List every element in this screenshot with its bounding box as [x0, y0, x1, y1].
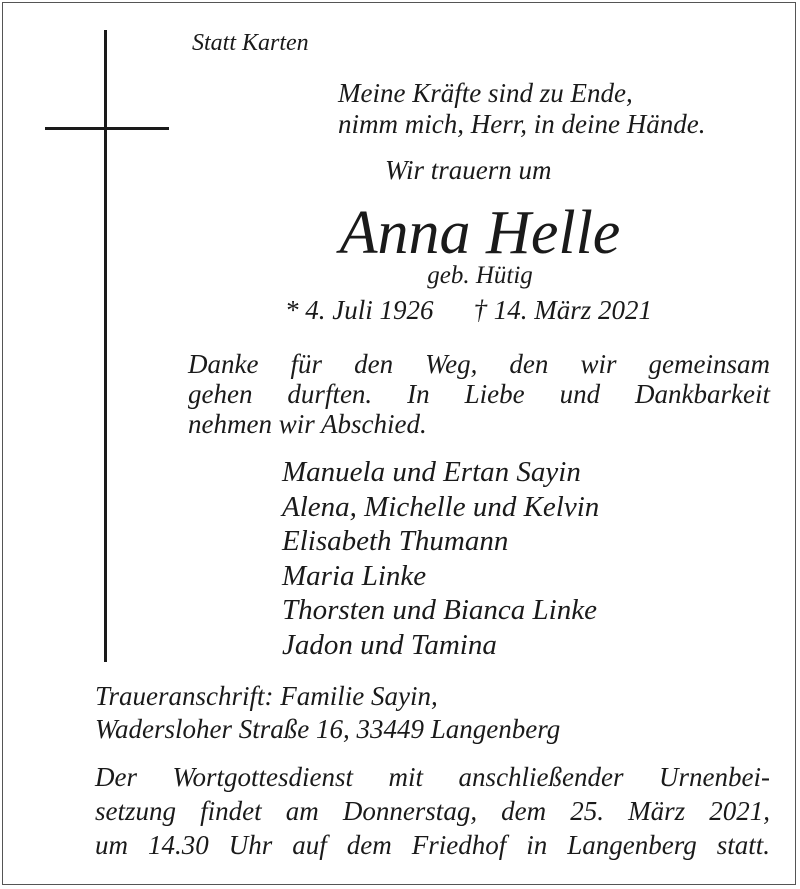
service-line-1: Der Wortgottesdienst mit anschließender Urnenbei-: [95, 762, 770, 792]
thanks-text: [188, 349, 770, 439]
thanks-line-2: gehen durften. In Liebe und Dankbarkeit: [188, 379, 770, 409]
death-date: † 14. März 2021: [473, 295, 653, 325]
mourner-item: Thorsten und Bianca Linke: [282, 594, 597, 626]
service-info: [95, 760, 770, 862]
verse-line-2: nimm mich, Herr, in deine Hände.: [338, 109, 706, 139]
birth-name: geb. Hütig: [427, 262, 533, 289]
mourner-item: Jadon und Tamina: [282, 628, 497, 661]
service-line-2: setzung findet am Donnerstag, dem 25. März 2021,: [95, 796, 770, 826]
mourner-item: Manuela und Ertan Sayin: [282, 456, 581, 488]
address-line-2: Wadersloher Straße 16, 33449 Langenberg: [95, 714, 561, 744]
address-line-1: Traueranschrift: Familie Sayin,: [95, 681, 438, 711]
cross-vertical-bar: [104, 30, 107, 662]
deceased-name: Anna Helle: [339, 199, 621, 267]
mourners-list: [282, 455, 599, 662]
mourning-intro: Wir trauern um: [385, 155, 552, 185]
verse: [338, 78, 705, 140]
life-dates: [285, 295, 652, 326]
thanks-line-3: nehmen wir Abschied.: [188, 409, 427, 439]
cross-horizontal-bar: [45, 127, 169, 130]
mourner-item: Elisabeth Thumann: [282, 525, 509, 557]
verse-line-1: Meine Kräfte sind zu Ende,: [338, 78, 633, 108]
statt-karten-note: Statt Karten: [192, 30, 309, 56]
service-line-3: um 14.30 Uhr auf dem Friedhof in Langenberg statt.: [95, 830, 770, 860]
mourning-address: [95, 680, 560, 746]
mourner-item: Maria Linke: [282, 559, 427, 592]
mourner-item: Alena, Michelle und Kelvin: [282, 490, 600, 523]
birth-date: * 4. Juli 1926: [285, 295, 434, 325]
thanks-line-1: Danke für den Weg, den wir gemeinsam: [188, 349, 770, 379]
